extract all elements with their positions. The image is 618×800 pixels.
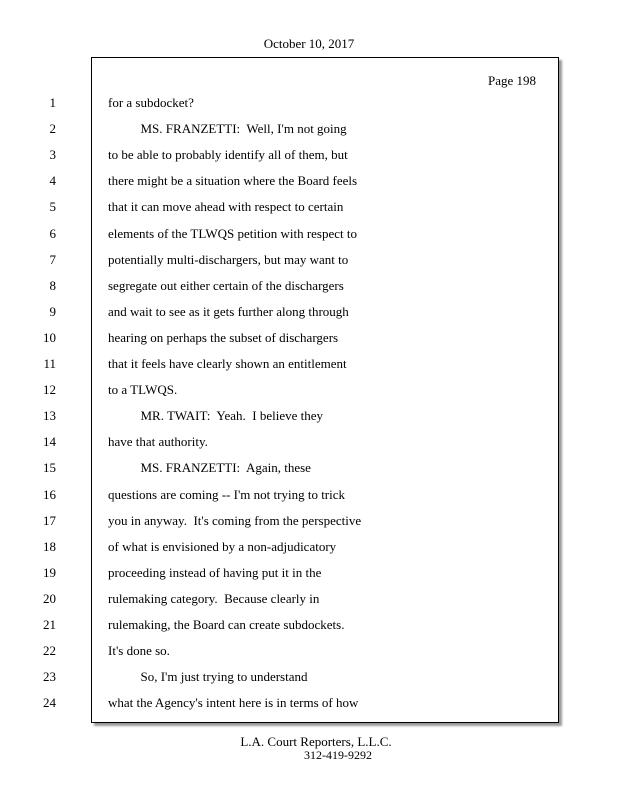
line-number: 15 — [43, 460, 56, 476]
line-number: 9 — [49, 303, 56, 319]
line-number: 14 — [43, 434, 56, 450]
footer-company: L.A. Court Reporters, L.L.C. — [240, 734, 392, 749]
line-text: MR. TWAIT: Yeah. I believe they — [108, 408, 324, 424]
transcript-line — [49, 147, 558, 167]
line-number: 19 — [43, 564, 56, 580]
line-number: 21 — [43, 617, 56, 632]
line-text: hearing on perhaps the subset of dischargers — [108, 329, 339, 345]
transcript-line — [43, 434, 558, 454]
line-number: 11 — [43, 356, 56, 371]
line-text: rulemaking category. Because clearly in — [108, 590, 320, 606]
transcript-line — [43, 382, 558, 402]
line-text: elements of the TLWQS petition with respect to — [108, 225, 357, 241]
line-text: potentially multi-dischargers, but may want to — [108, 251, 349, 267]
line-number: 5 — [49, 199, 56, 215]
transcript-line — [49, 277, 558, 298]
transcript-line — [49, 121, 558, 141]
transcript-line — [43, 564, 558, 585]
line-number: 20 — [43, 590, 56, 606]
transcript-line — [43, 408, 558, 428]
transcript-line — [43, 669, 558, 689]
transcript-page — [43, 57, 559, 723]
line-text: you in anyway. It's coming from the perspective — [108, 512, 362, 528]
line-number: 24 — [43, 695, 56, 711]
transcript-line — [49, 95, 558, 115]
line-text: questions are coming -- I'm not trying to trick — [108, 486, 346, 502]
transcript-line — [43, 695, 558, 715]
line-text: there might be a situation where the Board feels — [108, 173, 358, 189]
transcript-line — [43, 486, 558, 507]
line-text: to a TLWQS. — [108, 382, 178, 398]
line-number: 22 — [43, 643, 56, 659]
line-text: for a subdocket? — [108, 95, 194, 110]
transcript-line — [43, 512, 558, 533]
transcript-line — [49, 303, 558, 324]
transcript-line — [43, 590, 558, 611]
line-text: rulemaking, the Board can create subdockets. — [108, 617, 345, 632]
line-text: It's done so. — [108, 643, 170, 659]
line-number: 12 — [43, 382, 56, 398]
line-text: and wait to see as it gets further along through — [108, 303, 349, 319]
footer-phone: 312-419-9292 — [304, 748, 372, 762]
line-text: MS. FRANZETTI: Again, these — [108, 460, 311, 476]
transcript-line — [43, 356, 558, 376]
line-number: 6 — [49, 225, 56, 241]
line-text: what the Agency's intent here is in terms of how — [108, 695, 359, 711]
line-number: 8 — [49, 277, 56, 293]
transcript-line — [49, 251, 558, 272]
line-number: 7 — [49, 251, 56, 267]
line-text: of what is envisioned by a non-adjudicatory — [108, 538, 337, 554]
line-number: 17 — [43, 512, 56, 528]
line-number: 4 — [49, 173, 56, 189]
transcript-line — [43, 617, 558, 637]
line-text: MS. FRANZETTI: Well, I'm not going — [108, 121, 347, 137]
transcript-line — [43, 643, 558, 663]
line-number: 1 — [49, 95, 56, 110]
line-number: 13 — [43, 408, 56, 424]
header-date: October 10, 2017 — [263, 36, 355, 51]
line-text: to be able to probably identify all of them, but — [108, 147, 348, 163]
line-text: segregate out either certain of the dischargers — [108, 277, 344, 293]
line-text: that it can move ahead with respect to certain — [108, 199, 344, 215]
line-number: 16 — [43, 486, 56, 502]
line-text: So, I'm just trying to understand — [108, 669, 308, 685]
line-number: 18 — [43, 538, 56, 554]
line-number: 10 — [43, 329, 56, 345]
transcript-line — [43, 460, 558, 480]
line-number: 3 — [49, 147, 56, 163]
transcript-line — [43, 538, 558, 559]
line-text: have that authority. — [108, 434, 208, 450]
page-number: Page 198 — [487, 73, 536, 88]
transcript-line — [49, 173, 558, 193]
line-number: 2 — [49, 121, 56, 137]
transcript-line — [49, 225, 558, 246]
transcript-line — [49, 199, 558, 219]
line-text: proceeding instead of having put it in the — [108, 564, 322, 580]
line-number: 23 — [43, 669, 56, 685]
transcript-line — [43, 329, 558, 350]
line-text: that it feels have clearly shown an entitlement — [108, 356, 347, 371]
